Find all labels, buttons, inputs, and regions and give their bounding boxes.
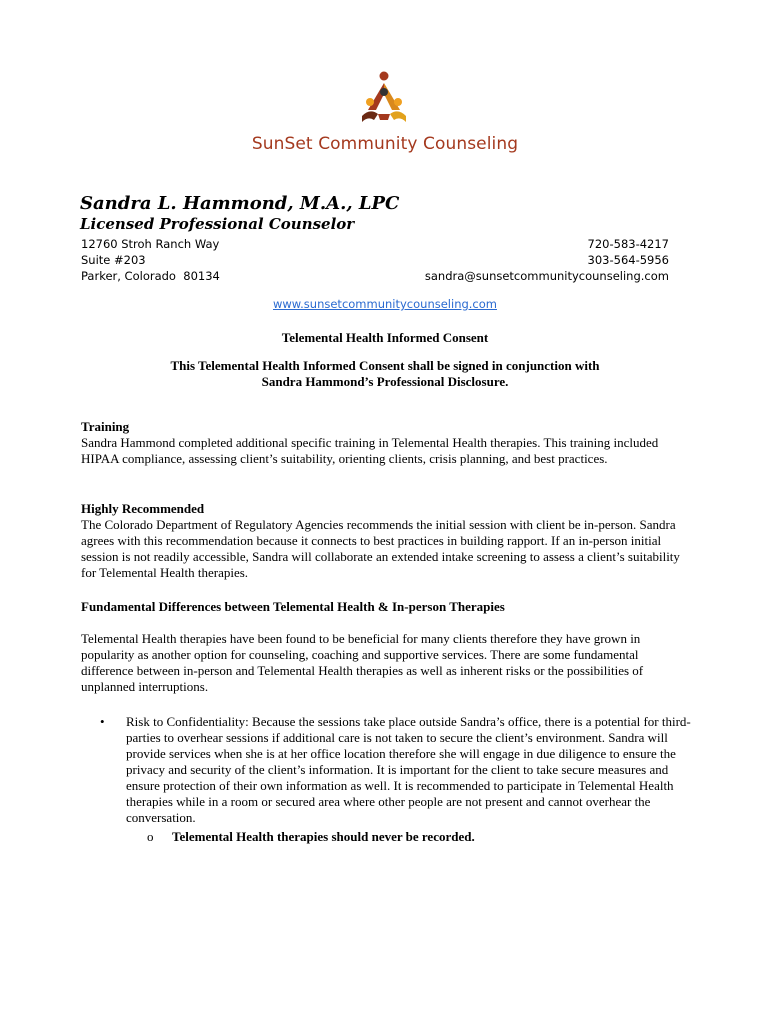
sunset-logo-icon [354,68,414,126]
differences-heading: Fundamental Differences between Telemental Health & In-person Therapies [81,599,505,614]
address-block [81,236,220,284]
counselor-title: Licensed Professional Counselor [80,215,355,233]
document-subtitle-line2: Sandra Hammond’s Professional Disclosure. [261,374,509,389]
address-street: 12760 Stroh Ranch Way [81,237,220,251]
list-item [81,714,693,826]
training-heading: Training [81,419,130,434]
organization-name: SunSet Community Counseling [251,134,519,154]
no-recording-text: Telemental Health therapies should never be recorded. [172,829,475,844]
differences-section [81,599,693,615]
training-text: Sandra Hammond completed additional specific training in Telemental Health therapies. This training included HIPAA compliance, assessing client’s suitability, orienting clients, crisis planning, and best practices. [81,435,659,466]
document-title: Telemental Health Informed Consent [281,330,489,345]
contact-block [425,236,669,284]
bullet-marker: • [100,714,105,729]
training-section [81,419,693,467]
recommended-section [81,501,693,581]
document-subtitle-line1: This Telemental Health Informed Consent shall be signed in conjunction with [170,358,600,373]
recommended-heading: Highly Recommended [81,501,205,516]
email-address: sandra@sunsetcommunitycounseling.com [424,269,669,283]
phone-primary: 720-583-4217 [587,237,669,251]
confidentiality-risk-text: Risk to Confidentiality: Because the sessions take place outside Sandra’s office, there is a potential for third-parties to overhear sessions if additional care is not taken to secure the client’s environment. Sandra will provide services when she is at her office location therefore she will engage in due diligence to ensure the privacy and security of the client’s information. It is important for the client to take secure measures and ensure protection of their own information as well. It is recommended to participate in Telemental Health therapies while in a room or secured area where other people are not present and cannot overhear the conversation. [126,714,691,825]
recommended-text: The Colorado Department of Regulatory Agencies recommends the initial session with client be in-person. Sandra agrees with this recommendation because it connects to best practices in building rapport. If an in-person initial session is not readily accessible, Sandra will collaborate an extended intake screening to assess a client’s suitability for Telemental Health therapies. [81,517,680,580]
differences-text: Telemental Health therapies have been found to be beneficial for many clients therefore they have grown in popularity as another option for counseling, coaching and supportive services. There are some fundamental difference between in-person and Telemental Health therapies as well as inherent risks or the possibilities of unplanned interruptions. [81,631,644,694]
sub-bullet-marker: o [147,829,154,844]
website-link[interactable]: www.sunsetcommunitycounseling.com [272,297,497,311]
sub-list-item [147,829,475,845]
address-suite: Suite #203 [81,253,146,267]
differences-body [81,631,693,695]
address-city: Parker, Colorado 80134 [81,269,220,283]
phone-secondary: 303-564-5956 [587,253,669,267]
counselor-name: Sandra L. Hammond, M.A., LPC [80,193,400,214]
